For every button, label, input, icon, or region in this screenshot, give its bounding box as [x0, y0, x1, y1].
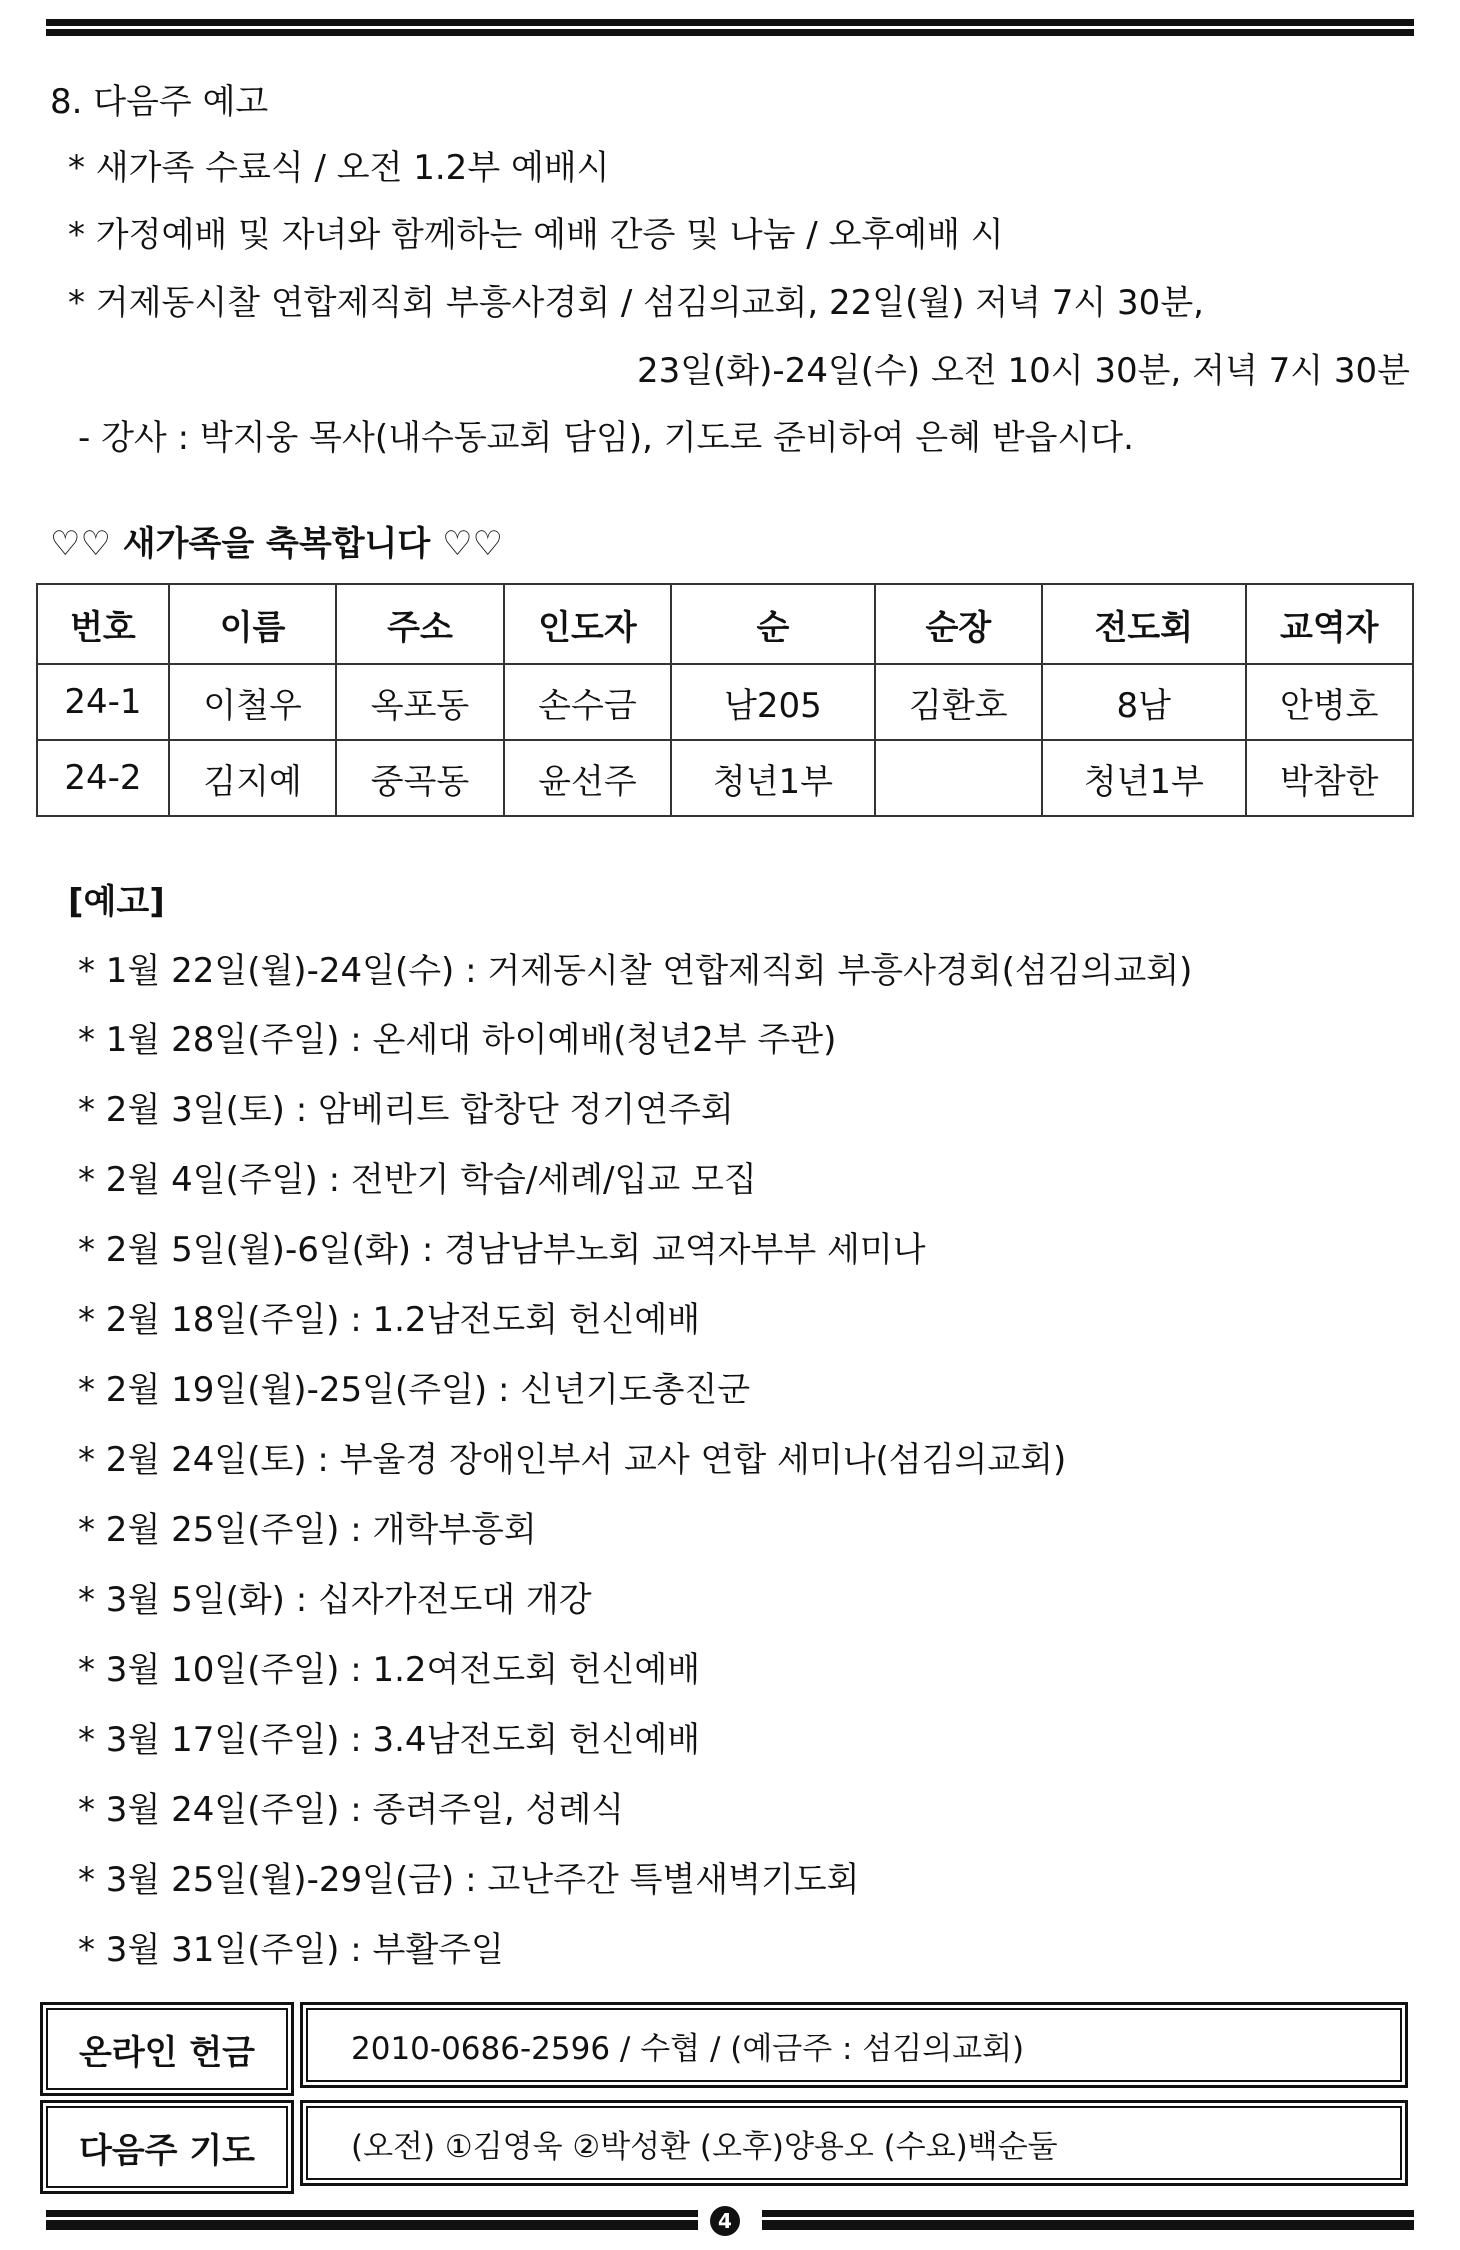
table-cell: 24-2 [37, 740, 169, 816]
notice-item: * 2월 4일(주일) : 전반기 학습/세례/입교 모집 [78, 1160, 757, 1200]
announcement-line: * 거제동시찰 연합제직회 부흥사경회 / 섬김의교회, 22일(월) 저녁 7시 30분, [68, 283, 1204, 323]
notice-item: * 3월 17일(주일) : 3.4남전도회 헌신예배 [78, 1720, 701, 1760]
table-cell: 청년1부 [1042, 740, 1245, 816]
announcement-line: 23일(화)-24일(수) 오전 10시 30분, 저녁 7시 30분 [636, 351, 1410, 391]
speaker-line: - 강사 : 박지웅 목사(내수동교회 담임), 기도로 준비하여 은혜 받읍시다. [78, 418, 1134, 458]
column-header: 교역자 [1246, 584, 1414, 664]
column-header: 인도자 [504, 584, 671, 664]
page-number: 4 [710, 2206, 740, 2236]
announcement-line: * 새가족 수료식 / 오전 1.2부 예배시 [68, 148, 610, 188]
section-title: 8. 다음주 예고 [50, 82, 269, 122]
next-prayer-names: (오전) ①김영욱 ②박성환 (오후)양용오 (수요)백순둘 [300, 2100, 1408, 2186]
table-row [37, 664, 1413, 740]
new-family-table [36, 583, 1414, 817]
column-header: 번호 [37, 584, 169, 664]
table-cell: 손수금 [504, 664, 671, 740]
table-cell: 옥포동 [336, 664, 503, 740]
online-offering-label: 온라인 헌금 [40, 2002, 294, 2096]
table-cell: 24-1 [37, 664, 169, 740]
notice-item: * 2월 5일(월)-6일(화) : 경남남부노회 교역자부부 세미나 [78, 1230, 926, 1270]
table-cell: 김지예 [169, 740, 336, 816]
notice-title: [예고] [68, 882, 165, 922]
table-cell: 8남 [1042, 664, 1245, 740]
table-cell [875, 740, 1042, 816]
notice-item: * 3월 24일(주일) : 종려주일, 성례식 [78, 1790, 625, 1830]
table-cell: 김환호 [875, 664, 1042, 740]
table-cell: 청년1부 [671, 740, 874, 816]
notice-item: * 3월 5일(화) : 십자가전도대 개강 [78, 1580, 592, 1620]
table-header-row [37, 584, 1413, 664]
table-cell: 이철우 [169, 664, 336, 740]
notice-item: * 1월 22일(월)-24일(수) : 거제동시찰 연합제직회 부흥사경회(섬김의교회) [78, 951, 1193, 991]
notice-item: * 3월 31일(주일) : 부활주일 [78, 1930, 504, 1970]
column-header: 순 [671, 584, 874, 664]
online-offering-account: 2010-0686-2596 / 수협 / (예금주 : 섬김의교회) [300, 2002, 1408, 2088]
next-prayer-label: 다음주 기도 [40, 2100, 294, 2194]
column-header: 전도회 [1042, 584, 1245, 664]
announcement-line: * 가정예배 및 자녀와 함께하는 예배 간증 및 나눔 / 오후예배 시 [68, 215, 1004, 255]
notice-item: * 1월 28일(주일) : 온세대 하이예배(청년2부 주관) [78, 1020, 837, 1060]
notice-item: * 3월 10일(주일) : 1.2여전도회 헌신예배 [78, 1650, 701, 1690]
notice-item: * 3월 25일(월)-29일(금) : 고난주간 특별새벽기도회 [78, 1860, 860, 1900]
table-row [37, 740, 1413, 816]
table-cell: 남205 [671, 664, 874, 740]
column-header: 순장 [875, 584, 1042, 664]
notice-item: * 2월 3일(토) : 암베리트 합창단 정기연주회 [78, 1090, 734, 1130]
column-header: 이름 [169, 584, 336, 664]
notice-item: * 2월 24일(토) : 부울경 장애인부서 교사 연합 세미나(섬김의교회) [78, 1440, 1067, 1480]
notice-item: * 2월 18일(주일) : 1.2남전도회 헌신예배 [78, 1300, 701, 1340]
top-border [46, 19, 1414, 36]
table-cell: 안병호 [1246, 664, 1414, 740]
table-cell: 윤선주 [504, 740, 671, 816]
table-cell: 중곡동 [336, 740, 503, 816]
notice-item: * 2월 19일(월)-25일(주일) : 신년기도총진군 [78, 1370, 751, 1410]
new-family-title: ♡♡ 새가족을 축복합니다 ♡♡ [50, 524, 504, 564]
table-cell: 박참한 [1246, 740, 1414, 816]
column-header: 주소 [336, 584, 503, 664]
notice-item: * 2월 25일(주일) : 개학부흥회 [78, 1510, 537, 1550]
